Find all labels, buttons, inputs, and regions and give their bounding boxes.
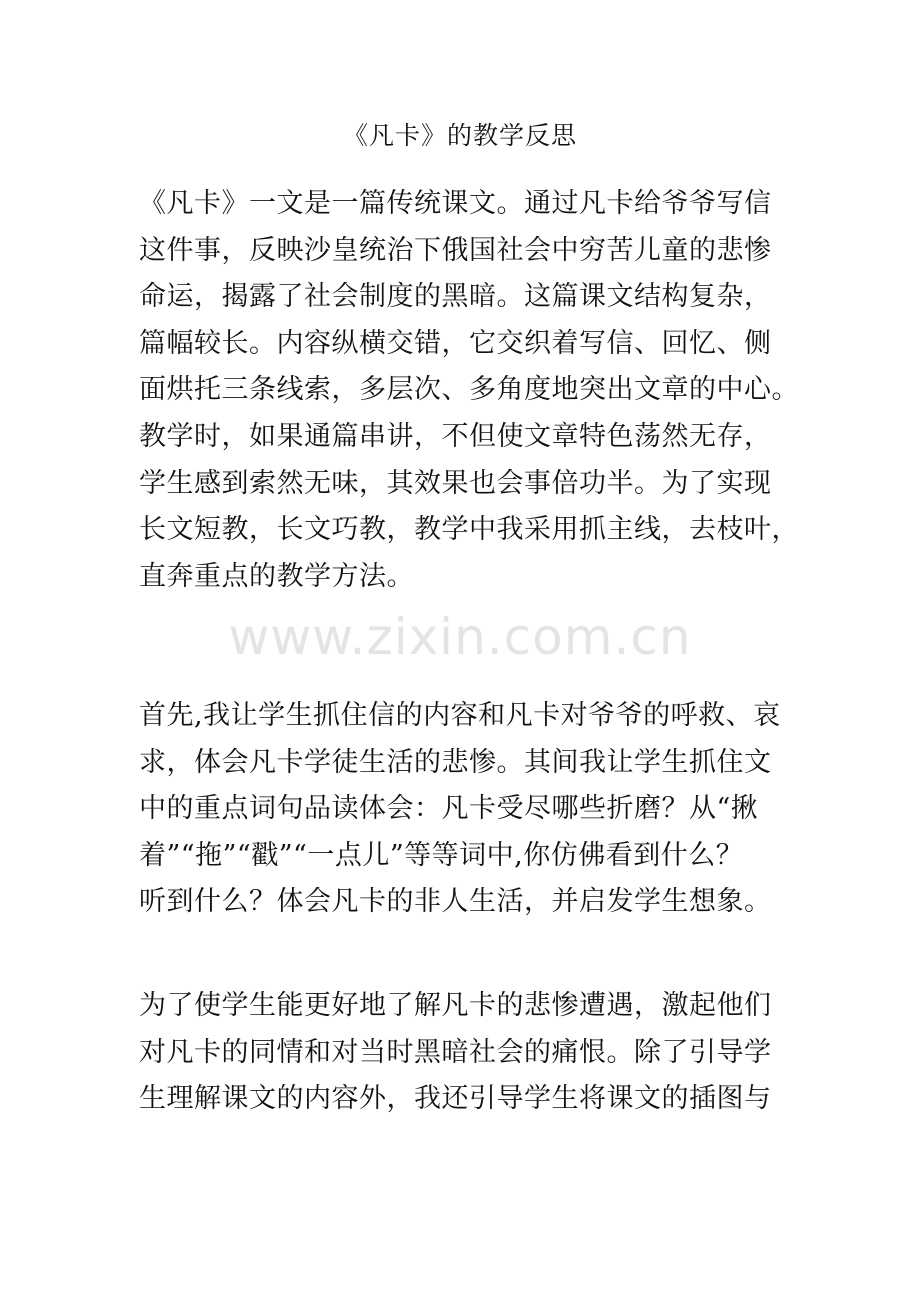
paragraph-line: 听到什么？体会凡卡的非人生活，并启发学生想象。 — [139, 886, 772, 918]
paragraph-1 — [139, 181, 799, 600]
paragraph-line: 这件事，反映沙皇统治下俄国社会中穷苦儿童的悲惨 — [139, 234, 772, 266]
paragraph-line: 直奔重点的教学方法。 — [139, 560, 414, 592]
paragraph-line: 面烘托三条线索，多层次、多角度地突出文章的中心。 — [139, 374, 799, 406]
paragraph-line: 首先,我让学生抓住信的内容和凡卡对爷爷的呼救、哀 — [139, 700, 781, 731]
paragraph-line: 篇幅较长。内容纵横交错，它交织着写信、回忆、侧 — [139, 327, 772, 359]
paragraph-line: 生理解课文的内容外，我还引导学生将课文的插图与 — [139, 1083, 772, 1115]
paragraph-line: 对凡卡的同情和对当时黑暗社会的痛恨。除了引导学 — [139, 1036, 772, 1068]
paragraph-line: 学生感到索然无味，其效果也会事倍功半。为了实现 — [139, 467, 772, 499]
paragraph-line: 长文短教，长文巧教，教学中我采用抓主线，去枝叶， — [139, 514, 799, 546]
paragraph-2 — [139, 693, 799, 926]
paragraph-line: 中的重点词句品读体会：凡卡受尽哪些折磨？从“揪 — [139, 793, 759, 825]
paragraph-line: 命运，揭露了社会制度的黑暗。这篇课文结构复杂， — [139, 281, 772, 313]
watermark: www.zixin.com.cn — [228, 608, 692, 666]
paragraph-3 — [139, 983, 799, 1123]
paragraph-line: 求，体会凡卡学徒生活的悲惨。其间我让学生抓住文 — [139, 746, 772, 778]
document-title: 《凡卡》的教学反思 — [342, 121, 577, 150]
paragraph-line: 为了使学生能更好地了解凡卡的悲惨遭遇，激起他们 — [139, 990, 772, 1021]
paragraph-line: 《凡卡》一文是一篇传统课文。通过凡卡给爷爷写信 — [139, 188, 772, 219]
paragraph-line: 着”“拖”“戳”“一点儿”等等词中,你仿佛看到什么？ — [139, 839, 744, 871]
paragraph-line: 教学时，如果通篇串讲，不但使文章特色荡然无存， — [139, 420, 772, 452]
